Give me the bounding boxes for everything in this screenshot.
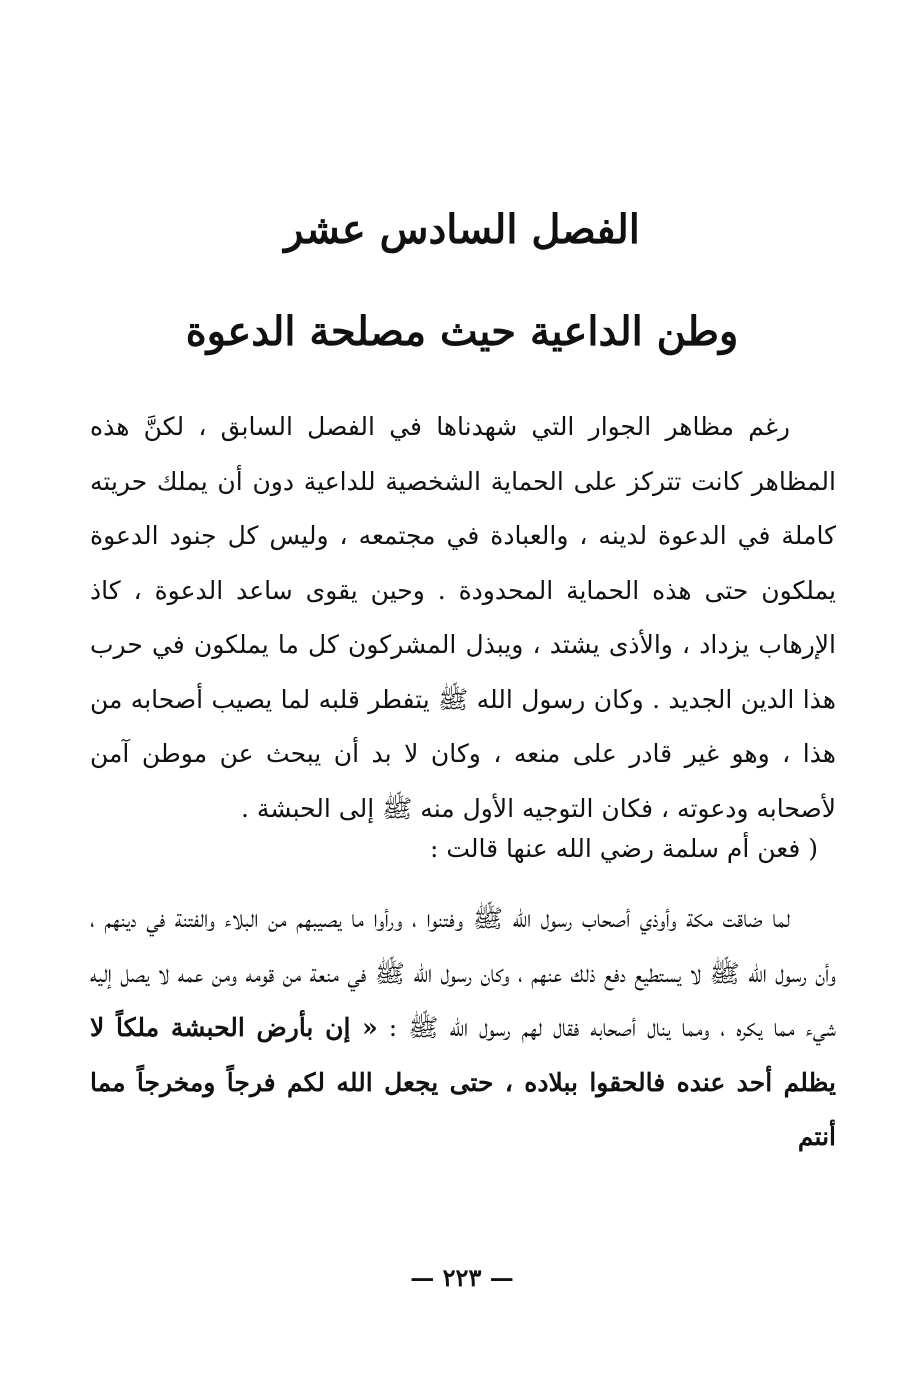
chapter-title: الفصل السادس عشر [284,206,640,253]
page-number-dash-left: — [410,1263,435,1292]
quote-intro: ( فعن أم سلمة رضي الله عنها قالت : [429,834,818,863]
chapter-subtitle: وطن الداعية حيث مصلحة الدعوة [185,308,739,355]
paragraph-1: رغم مظاهر الجوار التي شهدناها في الفصل السابق ، لكنَّ هذه المظاهر كانت تتركز على الحماية الشخصية للداعية دون أن يملك حريته كاملة في الدعوة لدينه ، والعبادة في مجتمعه ، وليس كل جنود الدعوة يملكون حتى هذه الحماية المحدودة . وحين يقوى ساعد الدعوة ، كاذ الإرهاب يزداد ، والأذى يشتد ، ويبذل المشركون كل ما يملكون في حرب هذا الدين الجديد . وكان رسول الله ﷺ يتفطر قلبه لما يصيب أصحابه من هذا ، وهو غير قادر على منعه ، وكان لا بد أن يبحث عن موطن آمن لأصحابه ودعوته ، فكان التوجيه الأول منه ﷺ إلى الحبشة . [90,412,836,823]
paragraph-2-narration: لما ضاقت مكة وأوذي أصحاب رسول الله ﷺ وفتنوا ، ورأوا ما يصيبهم من البلاء والفتنة في دينهم ، وأن رسول الله ﷺ لا يستطيع دفع ذلك عنهم ، وكان رسول الله ﷺ في منعة من قومه ومن عمه لا يصل إليه شيء مما يكره ، ومما ينال أصحابه فقال لهم رسول الله ﷺ : [90,904,836,1042]
page-number [362,1262,562,1294]
page-number-value: ٢٢٣ [442,1263,482,1292]
page-number-dash-right: — [489,1263,514,1292]
paragraph-2 [90,892,836,1165]
prophetic-quote: « إن بأرض الحبشة ملكاً لا يظلم أحد عنده فالحقوا ببلاده ، حتى يجعل الله لكم فرجاً ومخرجاً مما أنتم [90,1013,836,1151]
